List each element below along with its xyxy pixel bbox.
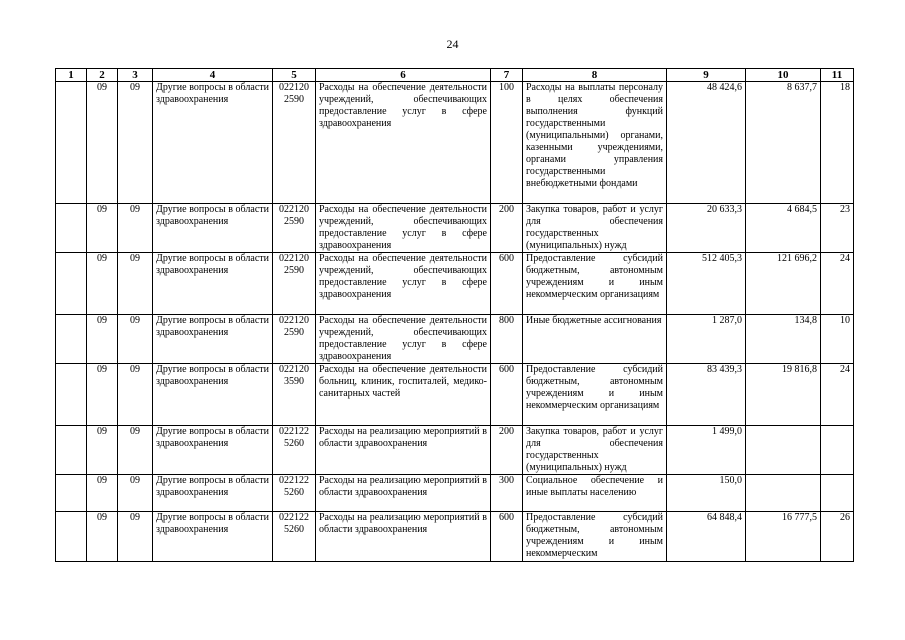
column-header: 10 [746,69,821,82]
cell-amount-executed: 4 684,5 [746,204,821,253]
cell-expense-type: 600 [491,364,523,426]
cell-article-name-text: Расходы на обеспечение деятельности учреждений, обеспечивающих предоставление услуг в сфере здравоохранения [319,204,487,251]
cell-subsection-name [153,204,273,253]
cell-article-name-text: Расходы на реализацию мероприятий в области здравоохранения [319,426,487,449]
cell-subsection-name-text: Другие вопросы в области здравоохранения [156,315,269,338]
cell-expense-type-name [523,364,667,426]
cell-expense-type: 800 [491,315,523,364]
cell-percent: 23 [821,204,854,253]
cell-expense-type-name-text: Закупка товаров, работ и услуг для обеспечения государственных (муниципальных) нужд [526,426,663,473]
cell-target-article: 022122 5260 [273,475,316,512]
cell-percent: 24 [821,364,854,426]
cell-expense-type: 100 [491,82,523,204]
cell-section: 09 [87,475,118,512]
cell-expense-type-name [523,253,667,315]
cell-subsection-name [153,426,273,475]
cell-amount: 48 424,6 [667,82,746,204]
cell-subsection-name [153,253,273,315]
cell-percent: 24 [821,253,854,315]
cell-article-name-text: Расходы на обеспечение деятельности учреждений, обеспечивающих предоставление услуг в сфере здравоохранения [319,315,487,362]
cell-expense-type-name-text: Расходы на выплаты персоналу в целях обеспечения выполнения функций государственными (муниципальными) органами, казенными учреждениями, органами управления государственными внебюджетными фондами [526,82,663,189]
cell-amount-executed: 121 696,2 [746,253,821,315]
cell-subsection-name [153,512,273,562]
cell-article-name-text: Расходы на реализацию мероприятий в области здравоохранения [319,475,487,498]
cell-section: 09 [87,82,118,204]
cell-expense-type-name [523,475,667,512]
cell-article-name-text: Расходы на обеспечение деятельности учреждений, обеспечивающих предоставление услуг в сфере здравоохранения [319,253,487,300]
cell-subsection-name-text: Другие вопросы в области здравоохранения [156,82,269,105]
table-row [56,315,854,364]
cell-subsection: 09 [118,512,153,562]
cell-article-name-text: Расходы на обеспечение деятельности учреждений, обеспечивающих предоставление услуг в сфере здравоохранения [319,82,487,129]
cell-section: 09 [87,315,118,364]
column-header: 8 [523,69,667,82]
cell-number [56,204,87,253]
cell-target-article: 022120 2590 [273,82,316,204]
cell-expense-type-name-text: Предоставление субсидий бюджетным, автономным учреждениям и иным некоммерческим организациям [526,253,663,300]
cell-amount: 83 439,3 [667,364,746,426]
cell-number [56,82,87,204]
cell-percent: 18 [821,82,854,204]
column-header: 9 [667,69,746,82]
cell-subsection-name [153,364,273,426]
cell-expense-type: 300 [491,475,523,512]
cell-amount: 1 287,0 [667,315,746,364]
table-row [56,82,854,204]
cell-expense-type: 200 [491,426,523,475]
cell-amount: 1 499,0 [667,426,746,475]
cell-article-name [316,512,491,562]
cell-amount-executed [746,426,821,475]
cell-section: 09 [87,253,118,315]
cell-article-name-text: Расходы на обеспечение деятельности больниц, клиник, госпиталей, медико-санитарных частей [319,364,487,399]
cell-target-article: 022120 3590 [273,364,316,426]
cell-number [56,426,87,475]
cell-amount-executed [746,475,821,512]
cell-subsection-name-text: Другие вопросы в области здравоохранения [156,253,269,276]
cell-expense-type-name-text: Предоставление субсидий бюджетным, автономным учреждениям и иным некоммерческим организациям [526,364,663,411]
column-header: 6 [316,69,491,82]
column-header: 7 [491,69,523,82]
cell-amount: 20 633,3 [667,204,746,253]
cell-amount: 512 405,3 [667,253,746,315]
table-header-row [56,69,854,82]
table-row [56,426,854,475]
cell-subsection: 09 [118,315,153,364]
cell-subsection-name [153,475,273,512]
cell-percent: 26 [821,512,854,562]
cell-expense-type-name-text: Иные бюджетные ассигнования [526,315,662,326]
table-row [56,253,854,315]
cell-percent [821,475,854,512]
cell-target-article: 022120 2590 [273,315,316,364]
column-header: 1 [56,69,87,82]
cell-expense-type-name-text: Предоставление субсидий бюджетным, автономным учреждениям и иным некоммерческим [526,512,663,559]
cell-subsection-name-text: Другие вопросы в области здравоохранения [156,204,269,227]
column-header: 2 [87,69,118,82]
cell-subsection-name-text: Другие вопросы в области здравоохранения [156,475,269,498]
cell-amount: 64 848,4 [667,512,746,562]
cell-subsection-name [153,82,273,204]
cell-expense-type-name [523,512,667,562]
cell-expense-type: 200 [491,204,523,253]
cell-article-name [316,82,491,204]
cell-expense-type: 600 [491,253,523,315]
page-number: 24 [446,37,459,51]
cell-percent [821,426,854,475]
table-row [56,512,854,562]
cell-article-name [316,204,491,253]
cell-section: 09 [87,426,118,475]
cell-subsection-name-text: Другие вопросы в области здравоохранения [156,512,269,535]
cell-number [56,253,87,315]
cell-target-article: 022122 5260 [273,512,316,562]
cell-article-name [316,475,491,512]
cell-article-name [316,426,491,475]
cell-subsection: 09 [118,82,153,204]
cell-target-article: 022120 2590 [273,204,316,253]
cell-section: 09 [87,364,118,426]
table-body [56,82,854,562]
cell-expense-type-name [523,426,667,475]
table-row [56,364,854,426]
cell-amount-executed: 19 816,8 [746,364,821,426]
cell-section: 09 [87,204,118,253]
cell-subsection-name-text: Другие вопросы в области здравоохранения [156,364,269,387]
cell-subsection: 09 [118,426,153,475]
cell-subsection: 09 [118,475,153,512]
column-header: 3 [118,69,153,82]
cell-number [56,475,87,512]
cell-article-name-text: Расходы на реализацию мероприятий в области здравоохранения [319,512,487,535]
cell-number [56,315,87,364]
cell-subsection-name-text: Другие вопросы в области здравоохранения [156,426,269,449]
column-header: 11 [821,69,854,82]
cell-expense-type-name [523,82,667,204]
cell-expense-type-name-text: Социальное обеспечение и иные выплаты населению [526,475,663,498]
budget-table [55,68,854,562]
cell-percent: 10 [821,315,854,364]
cell-section: 09 [87,512,118,562]
cell-expense-type-name [523,204,667,253]
cell-amount: 150,0 [667,475,746,512]
cell-amount-executed: 16 777,5 [746,512,821,562]
cell-article-name [316,253,491,315]
cell-subsection: 09 [118,253,153,315]
cell-amount-executed: 134,8 [746,315,821,364]
cell-subsection: 09 [118,204,153,253]
cell-number [56,364,87,426]
cell-article-name [316,364,491,426]
table-row [56,475,854,512]
cell-article-name [316,315,491,364]
cell-expense-type-name-text: Закупка товаров, работ и услуг для обеспечения государственных (муниципальных) нужд [526,204,663,251]
cell-subsection-name [153,315,273,364]
cell-target-article: 022122 5260 [273,426,316,475]
cell-expense-type-name [523,315,667,364]
column-header: 4 [153,69,273,82]
cell-subsection: 09 [118,364,153,426]
cell-amount-executed: 8 637,7 [746,82,821,204]
table-row [56,204,854,253]
column-header: 5 [273,69,316,82]
cell-target-article: 022120 2590 [273,253,316,315]
cell-number [56,512,87,562]
cell-expense-type: 600 [491,512,523,562]
